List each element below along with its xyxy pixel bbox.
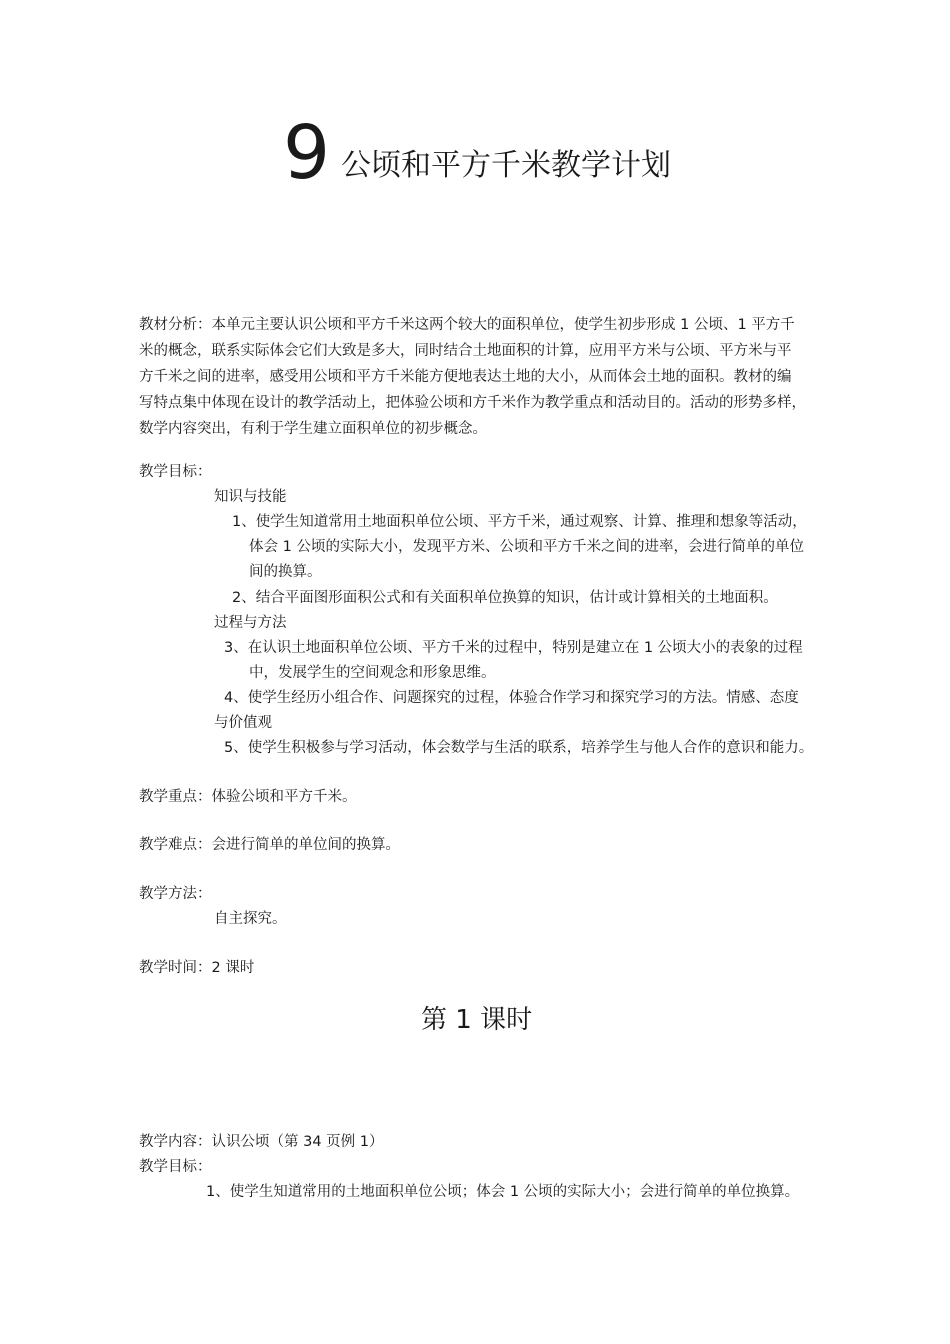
process-heading: 过程与方法	[214, 615, 287, 631]
title-number: 9	[283, 110, 331, 196]
lesson-goal-1: 1、使学生知道常用的土地面积单位公顷；体会 1 公顷的实际大小；会进行简单的单位换算。	[206, 1184, 800, 1200]
goal-item-3-line-2: 中，发展学生的空间观念和形象思维。	[249, 665, 496, 681]
goal-item-5: 5、使学生积极参与学习活动，体会数学与生活的联系，培养学生与他人合作的意识和能力。	[224, 740, 814, 756]
lesson-goals-heading: 教学目标：	[139, 1159, 212, 1175]
analysis-paragraph	[139, 312, 829, 442]
goal-item-1-line-3: 间的换算。	[249, 564, 322, 580]
goal-item-1-line-2: 体会 1 公顷的实际大小，发现平方米、公顷和平方千米之间的进率，会进行简单的单位	[249, 539, 804, 555]
analysis-line: 写特点集中体现在设计的教学活动上，把体验公顷和方千米作为教学重点和活动目的。活动的形势多样，	[139, 395, 806, 411]
goals-heading: 教学目标：	[139, 464, 212, 480]
page-title: 公顷和平方千米教学计划	[341, 148, 671, 183]
analysis-line: 方千米之间的进率，感受用公顷和平方千米能方便地表达土地的大小，从而体会土地的面积。教材的编	[139, 369, 792, 385]
method-value: 自主探究。	[214, 911, 287, 927]
analysis-line: 数学内容突出，有利于学生建立面积单位的初步概念。	[139, 421, 487, 437]
knowledge-heading: 知识与技能	[214, 489, 287, 505]
goal-item-1-line-1: 1、使学生知道常用土地面积单位公顷、平方千米，通过观察、计算、推理和想象等活动，	[232, 514, 807, 530]
lesson-heading: 第 1 课时	[421, 1005, 533, 1035]
analysis-line: 米的概念，联系实际体会它们大致是多大，同时结合土地面积的计算，应用平方米与公顷、平方米与平	[139, 343, 792, 359]
teaching-time: 教学时间：2 课时	[139, 960, 255, 976]
goal-item-4-line-2: 与价值观	[214, 715, 272, 731]
goal-item-2: 2、结合平面图形面积公式和有关面积单位换算的知识，估计或计算相关的土地面积。	[232, 590, 778, 606]
goal-item-3-line-1: 3、在认识土地面积单位公顷、平方千米的过程中，特别是建立在 1 公顷大小的表象的过程	[224, 640, 803, 656]
key-point: 教学重点：体验公顷和平方千米。	[139, 789, 357, 805]
lesson-content: 教学内容：认识公顷（第 34 页例 1）	[139, 1134, 384, 1150]
analysis-line: 教材分析：本单元主要认识公顷和平方千米这两个较大的面积单位，使学生初步形成 1 公顷、1 平方千	[139, 317, 795, 333]
difficulty: 教学难点：会进行简单的单位间的换算。	[139, 837, 400, 853]
goal-item-4-line-1: 4、使学生经历小组合作、问题探究的过程，体验合作学习和探究学习的方法。情感、态度	[224, 690, 799, 706]
method-heading: 教学方法：	[139, 886, 212, 902]
